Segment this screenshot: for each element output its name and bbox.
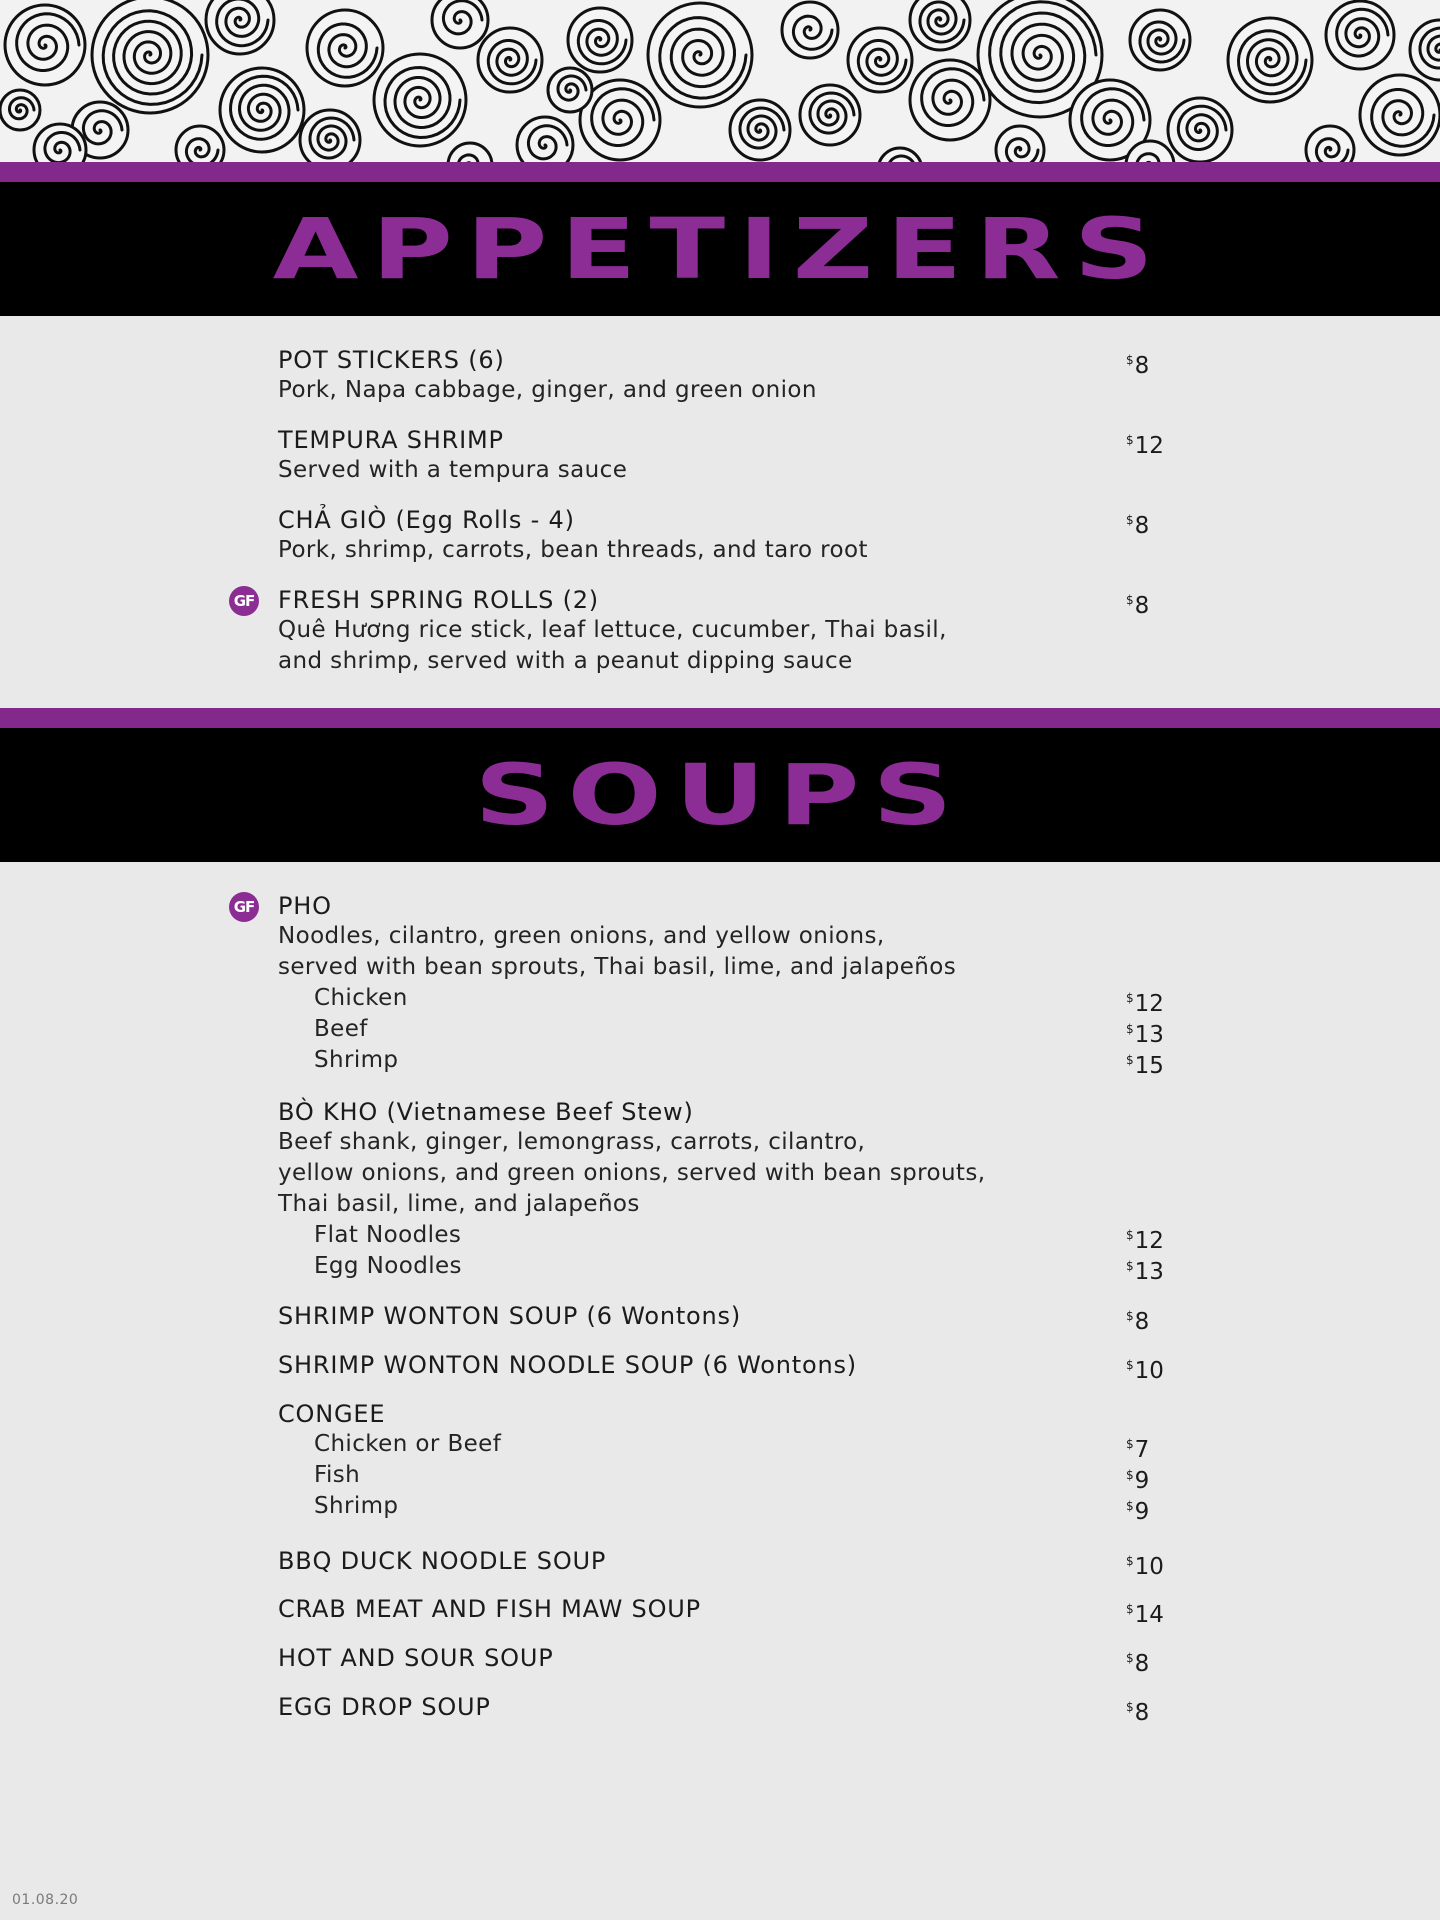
- swirl-pattern-banner: [0, 0, 1440, 162]
- swirl-mark: [1410, 20, 1440, 80]
- gluten-free-badge: GF: [229, 892, 259, 922]
- menu-item-name: BÒ KHO (Vietnamese Beef Stew): [278, 1098, 694, 1126]
- appetizers-title: APPETIZERS: [272, 200, 1168, 298]
- price-value: 15: [1134, 1053, 1164, 1079]
- menu-item-header: [278, 1594, 1198, 1628]
- swirl-mark: [220, 68, 304, 152]
- menu-item-name: CHẢ GIÒ (Egg Rolls - 4): [278, 506, 575, 534]
- price-value: 9: [1134, 1499, 1150, 1525]
- accent-stripe-top: [0, 162, 1440, 182]
- menu-item-header: [278, 1097, 1198, 1127]
- swirl-mark: [568, 8, 632, 72]
- menu-date: 01.08.20: [12, 1892, 79, 1908]
- option-name: Chicken: [314, 985, 408, 1011]
- option-name: Flat Noodles: [314, 1222, 462, 1248]
- swirl-mark: [5, 5, 85, 85]
- menu-item-option: [278, 1251, 1198, 1285]
- menu-item-option: [278, 1429, 1198, 1463]
- price-value: 14: [1134, 1602, 1164, 1628]
- menu-item-name: POT STICKERS (6): [278, 346, 505, 374]
- currency-symbol: $: [1126, 1053, 1134, 1067]
- accent-stripe-middle: [0, 708, 1440, 728]
- swirl-mark: [1326, 1, 1394, 69]
- price-value: 8: [1134, 513, 1150, 539]
- soups-header: [0, 728, 1440, 862]
- menu-item: [278, 1594, 1198, 1628]
- swirl-mark: [730, 100, 790, 160]
- menu-item: [278, 425, 1198, 486]
- item-price: [1126, 1692, 1149, 1728]
- menu-item-option: [278, 1045, 1198, 1079]
- menu-item-description: yellow onions, and green onions, served with bean sprouts,: [278, 1160, 986, 1186]
- currency-symbol: $: [1126, 1554, 1134, 1568]
- currency-symbol: $: [1126, 433, 1134, 447]
- menu-item: [278, 1399, 1198, 1525]
- menu-item-header: [278, 1350, 1198, 1384]
- currency-symbol: $: [1126, 593, 1134, 607]
- menu-item-option: [278, 1014, 1198, 1048]
- swirl-mark: [1360, 75, 1440, 155]
- gluten-free-badge: GF: [229, 586, 259, 616]
- menu-item: [278, 1546, 1198, 1580]
- swirl-mark: [176, 126, 224, 162]
- price-value: 12: [1134, 991, 1164, 1017]
- currency-symbol: $: [1126, 1651, 1134, 1665]
- menu-item-name: SHRIMP WONTON NOODLE SOUP (6 Wontons): [278, 1351, 857, 1379]
- price-value: 8: [1134, 353, 1150, 379]
- menu-item-header: [278, 1301, 1198, 1335]
- item-price: [1126, 1643, 1149, 1679]
- menu-item: [278, 505, 1198, 566]
- currency-symbol: $: [1126, 1259, 1134, 1273]
- price-value: 8: [1134, 593, 1150, 619]
- currency-symbol: $: [1126, 1700, 1134, 1714]
- swirl-mark: [782, 2, 838, 58]
- menu-item: [278, 1301, 1198, 1335]
- swirl-mark: [910, 60, 990, 140]
- currency-symbol: $: [1126, 513, 1134, 527]
- currency-symbol: $: [1126, 1499, 1134, 1513]
- option-name: Egg Noodles: [314, 1253, 462, 1279]
- menu-item-description: Pork, Napa cabbage, ginger, and green onion: [278, 377, 817, 403]
- price-value: 13: [1134, 1022, 1164, 1048]
- menu-item-option: [278, 983, 1198, 1017]
- menu-item-name: EGG DROP SOUP: [278, 1693, 491, 1721]
- swirl-mark: [1306, 126, 1354, 162]
- menu-item-header: [278, 1643, 1198, 1677]
- item-price: [1126, 505, 1149, 541]
- swirl-mark: [206, 0, 274, 54]
- price-value: 7: [1134, 1437, 1150, 1463]
- menu-item-header: [278, 425, 1198, 459]
- swirl-mark: [300, 110, 360, 162]
- swirl-pattern: [0, 0, 1440, 162]
- swirl-mark: [1130, 10, 1190, 70]
- swirl-mark: [374, 54, 466, 146]
- currency-symbol: $: [1126, 1468, 1134, 1482]
- menu-item-option: [278, 1220, 1198, 1254]
- price-value: 10: [1134, 1358, 1164, 1384]
- option-name: Shrimp: [314, 1047, 399, 1073]
- currency-symbol: $: [1126, 1022, 1134, 1036]
- swirl-mark: [307, 10, 383, 86]
- swirl-mark: [432, 0, 488, 48]
- item-price: [1126, 1301, 1149, 1337]
- menu-item: [233, 891, 1198, 1079]
- menu-item-name: CRAB MEAT AND FISH MAW SOUP: [278, 1595, 701, 1623]
- price-value: 8: [1134, 1309, 1150, 1335]
- currency-symbol: $: [1126, 1358, 1134, 1372]
- menu-item-header: [233, 585, 1198, 619]
- option-name: Fish: [314, 1462, 361, 1488]
- soups-title: SOUPS: [474, 746, 966, 844]
- item-price: [1126, 1546, 1164, 1582]
- currency-symbol: $: [1126, 353, 1134, 367]
- option-name: Shrimp: [314, 1493, 399, 1519]
- item-price: [1126, 1594, 1164, 1630]
- price-value: 12: [1134, 1228, 1164, 1254]
- menu-item-name: SHRIMP WONTON SOUP (6 Wontons): [278, 1302, 741, 1330]
- menu-item-description: Thai basil, lime, and jalapeños: [278, 1191, 640, 1217]
- price-value: 8: [1134, 1700, 1150, 1726]
- menu-item: [278, 345, 1198, 406]
- swirl-mark: [996, 126, 1044, 162]
- swirl-mark: [478, 28, 542, 92]
- price-value: 9: [1134, 1468, 1150, 1494]
- swirl-mark: [0, 90, 40, 130]
- menu-item-description: Served with a tempura sauce: [278, 457, 628, 483]
- item-price: [1126, 345, 1149, 381]
- swirl-mark: [878, 148, 922, 162]
- option-name: Beef: [314, 1016, 368, 1042]
- item-price: [1126, 1251, 1164, 1287]
- menu-item-name: FRESH SPRING ROLLS (2): [278, 586, 599, 614]
- swirl-mark: [648, 3, 752, 107]
- menu-item-description: Noodles, cilantro, green onions, and yellow onions,: [278, 923, 885, 949]
- menu-item: [278, 1097, 1198, 1285]
- menu-item-name: BBQ DUCK NOODLE SOUP: [278, 1547, 607, 1575]
- swirl-mark: [1168, 98, 1232, 162]
- swirl-mark: [848, 28, 912, 92]
- menu-item-header: [278, 345, 1198, 379]
- menu-item-description: Beef shank, ginger, lemongrass, carrots, cilantro,: [278, 1129, 866, 1155]
- menu-item-header: [278, 1546, 1198, 1580]
- menu-item-name: TEMPURA SHRIMP: [278, 426, 504, 454]
- currency-symbol: $: [1126, 1437, 1134, 1451]
- item-price: [1126, 1491, 1149, 1527]
- swirl-mark: [448, 143, 492, 162]
- swirl-mark: [34, 124, 86, 162]
- menu-item-description: served with bean sprouts, Thai basil, lime, and jalapeños: [278, 954, 957, 980]
- option-name: Chicken or Beef: [314, 1431, 502, 1457]
- item-price: [1126, 1350, 1164, 1386]
- currency-symbol: $: [1126, 1228, 1134, 1242]
- price-value: 13: [1134, 1259, 1164, 1285]
- appetizers-header: [0, 182, 1440, 316]
- swirl-mark: [517, 117, 573, 162]
- item-price: [1126, 1045, 1164, 1081]
- menu-item-option: [278, 1491, 1198, 1525]
- price-value: 8: [1134, 1651, 1150, 1677]
- menu-item-name: HOT AND SOUR SOUP: [278, 1644, 554, 1672]
- price-value: 10: [1134, 1554, 1164, 1580]
- swirl-mark: [910, 0, 970, 50]
- menu-item-name: PHO: [278, 892, 332, 920]
- menu-item-header: [278, 1399, 1198, 1429]
- swirl-mark: [548, 68, 592, 112]
- currency-symbol: $: [1126, 1309, 1134, 1323]
- menu-item: [233, 585, 1198, 677]
- swirl-mark: [800, 85, 860, 145]
- menu-item-header: [233, 891, 1198, 921]
- currency-symbol: $: [1126, 991, 1134, 1005]
- item-price: [1126, 425, 1164, 461]
- swirl-mark: [92, 0, 208, 113]
- currency-symbol: $: [1126, 1602, 1134, 1616]
- menu-item: [278, 1643, 1198, 1677]
- menu-item-header: [278, 505, 1198, 539]
- menu-item: [278, 1350, 1198, 1384]
- price-value: 12: [1134, 433, 1164, 459]
- menu-item: [278, 1692, 1198, 1726]
- item-price: [1126, 585, 1149, 621]
- menu-item-description: and shrimp, served with a peanut dipping sauce: [278, 648, 853, 674]
- menu-item-option: [278, 1460, 1198, 1494]
- menu-item-name: CONGEE: [278, 1400, 386, 1428]
- menu-item-description: Pork, shrimp, carrots, bean threads, and taro root: [278, 537, 868, 563]
- swirl-mark: [1228, 18, 1312, 102]
- menu-item-description: Quê Hương rice stick, leaf lettuce, cucumber, Thai basil,: [278, 617, 947, 643]
- menu-item-header: [278, 1692, 1198, 1726]
